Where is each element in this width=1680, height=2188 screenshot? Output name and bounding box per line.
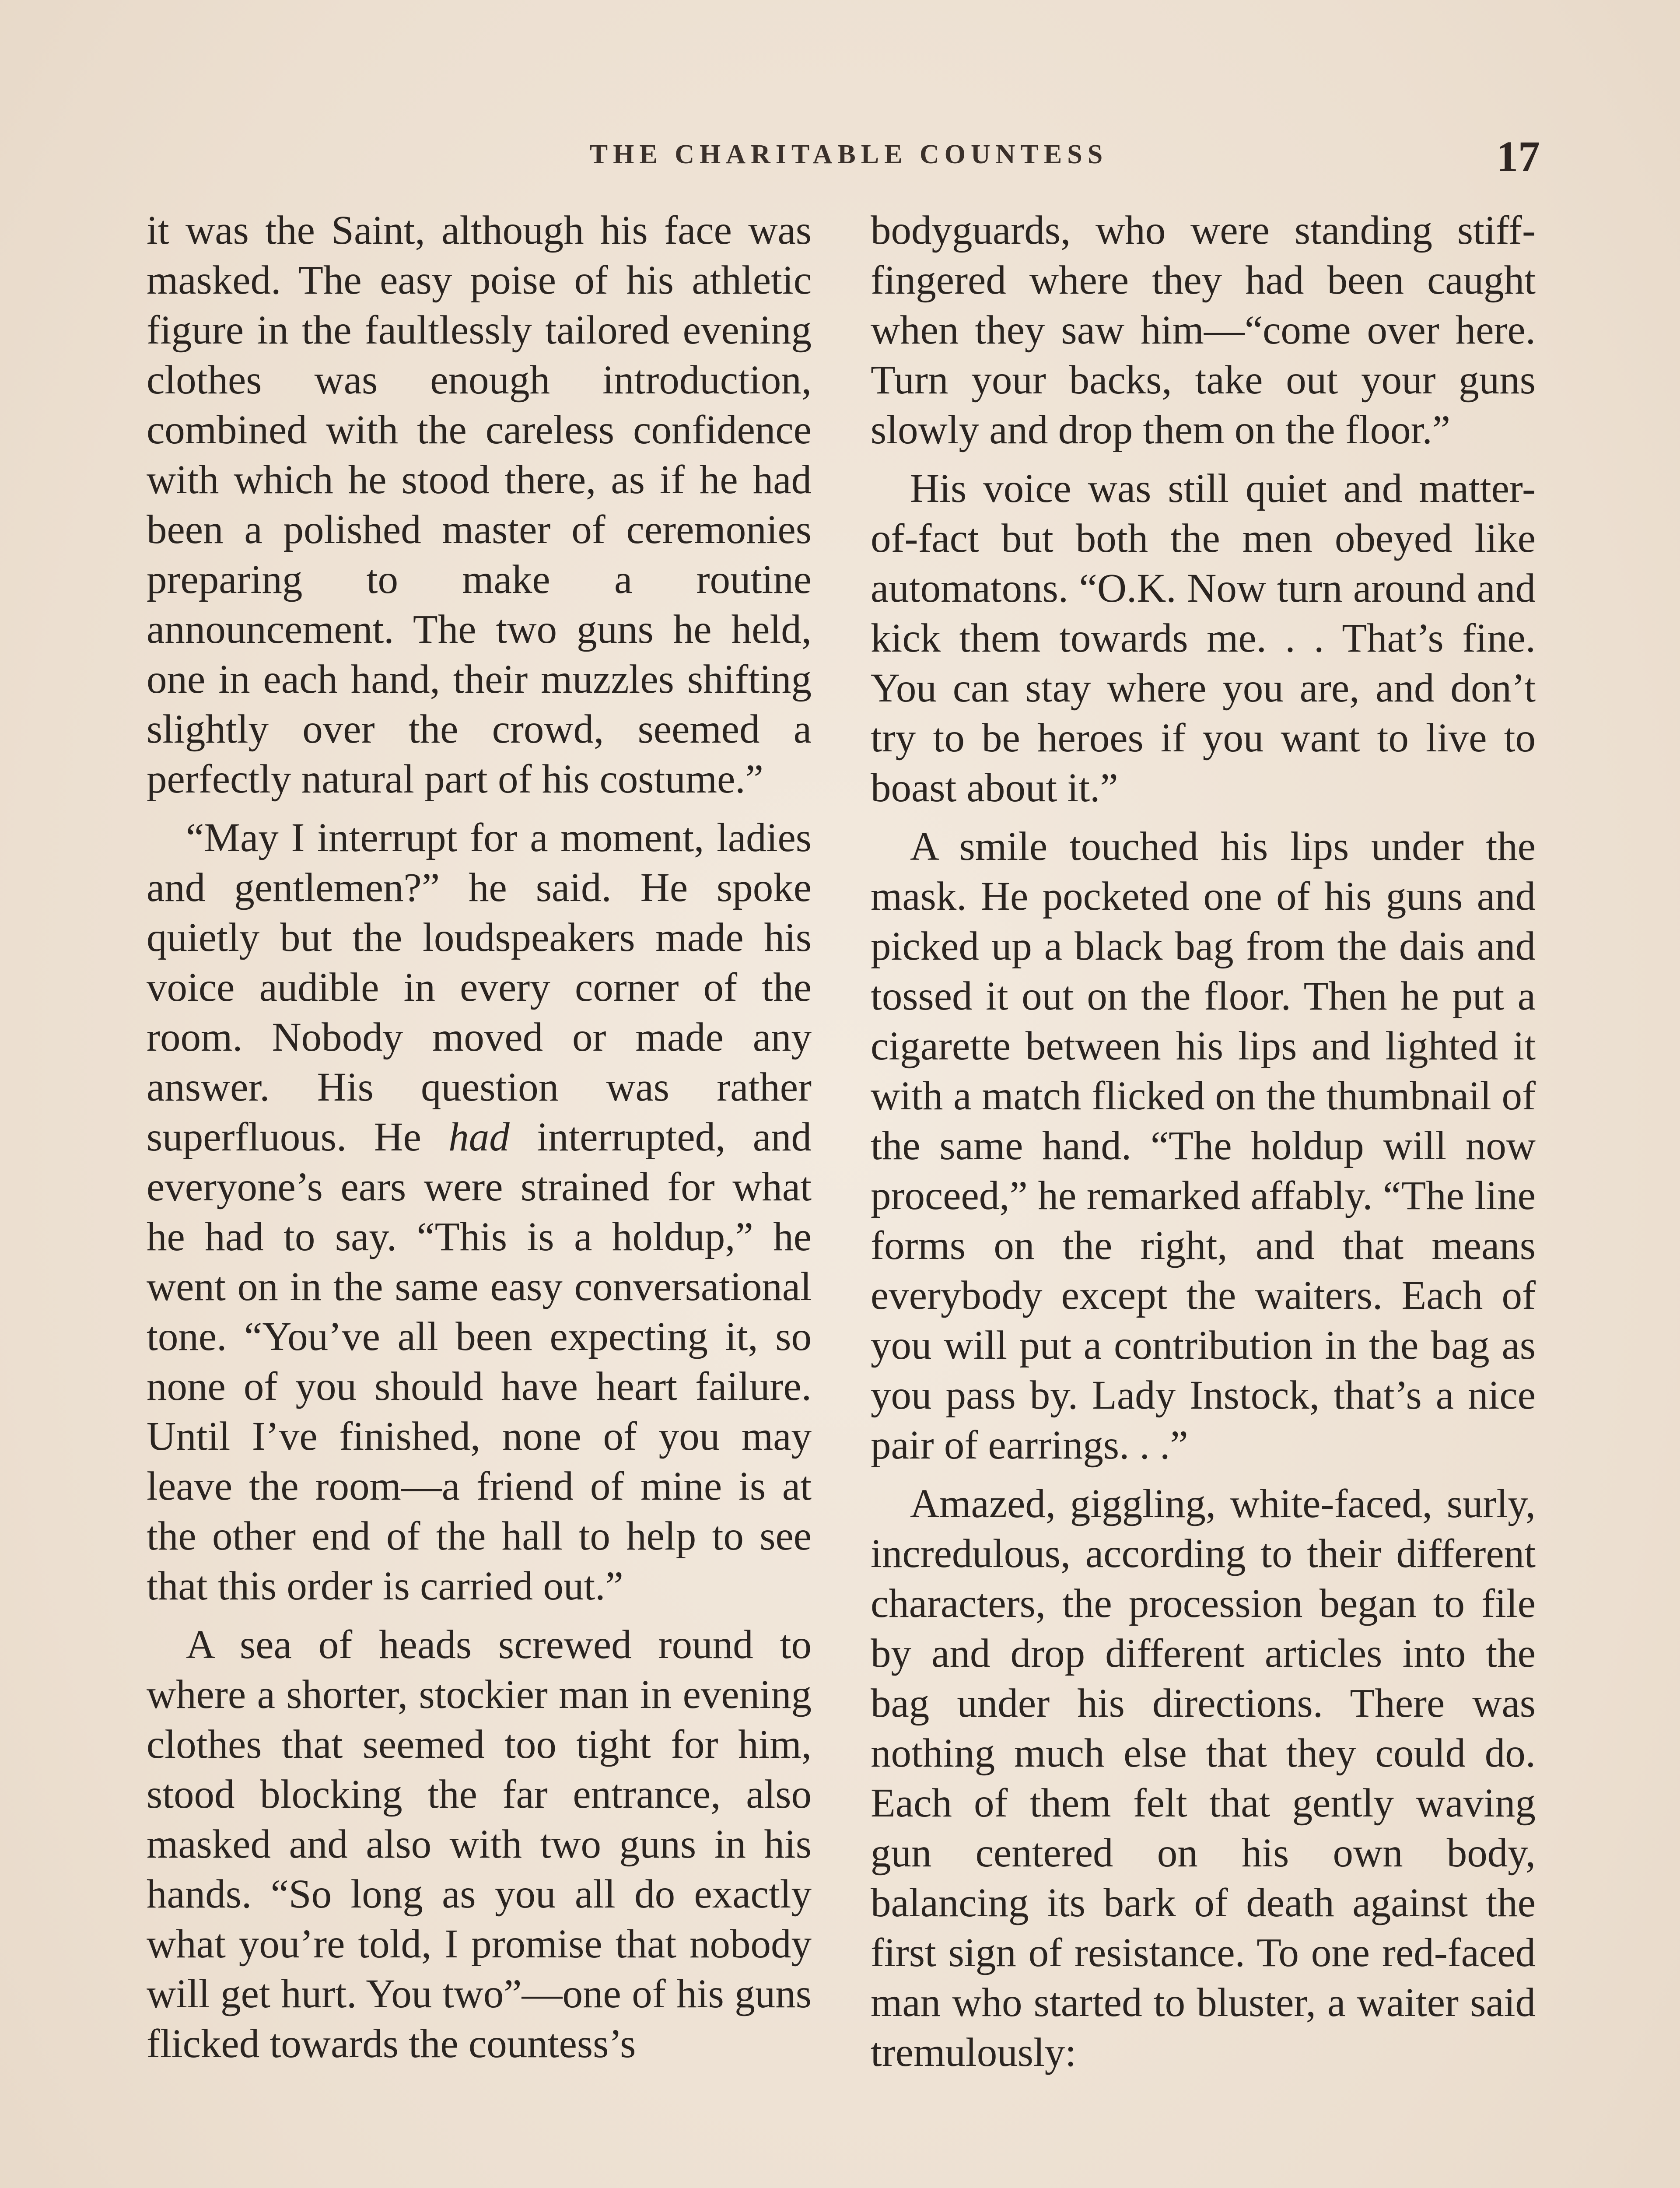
running-title: THE CHARITABLE COUNTESS <box>589 140 1108 169</box>
paragraph <box>147 813 812 1611</box>
left-column <box>147 206 812 2078</box>
right-column <box>871 206 1536 2086</box>
paragraph: A sea of heads screwed round to where a shorter, stockier man in evening clothes that seemed too tight for him, stood blocking the far entrance, also masked and also with two guns in his hands. “So long as you all do exactly what you’re told, I promise that nobody will get hurt. You two”—one of his guns flicked towards the countess’s <box>147 1622 812 2066</box>
paragraph-text: “May I interrupt for a moment, ladies and gentlemen?” he said. He spoke quietly but the loudspeakers made his voice audible in every corner of the room. Nobody moved or made any answer. His question was rather superfluous. He <box>147 815 812 1160</box>
paragraph: it was the Saint, although his face was masked. The easy poise of his athletic figure in the faultlessly tailored evening clothes was enough introduction, combined with the careless confidence with which he stood there, as if he had been a polished master of ceremonies preparing to make a routine announcement. The two guns he held, one in each hand, their muzzles shifting slightly over the crowd, seemed a perfectly natural part of his costume.” <box>147 208 812 802</box>
paragraph: Amazed, giggling, white-faced, surly, incredulous, according to their different characters, the procession began to file by and drop different articles into the bag under his directions. There was nothing much else that they could do. Each of them felt that gently waving gun centered on his own body, balancing its bark of death against the first sign of resistance. To one red-faced man who started to bluster, a waiter said tremulously: <box>871 1481 1536 2075</box>
page-number: 17 <box>1496 132 1540 181</box>
paragraph: A smile touched his lips under the mask. He pocketed one of his guns and picked up a black bag from the dais and tossed it out on the floor. Then he put a cigarette between his lips and lighted it with a match flicked on the thumbnail of the same hand. “The holdup will now proceed,” he remarked affably. “The line forms on the right, and that means everybody except the waiters. Each of you will put a contribution in the bag as you pass by. Lady Instock, that’s a nice pair of earrings. . .” <box>871 824 1536 1468</box>
paragraph-text: interrupted, and everyone’s ears were strained for what he had to say. “This is a holdup,” he went on in the same easy conversational tone. “You’ve all been expecting it, so none of you should have heart failure. Until I’ve finished, none of you may leave the room—a friend of mine is at the other end of the hall to help to see that this order is carried out.” <box>147 1115 812 1609</box>
paragraph: His voice was still quiet and matter-of-fact but both the men obeyed like automatons. “O.K. Now turn around and kick them towards me. . . That’s fine. You can stay where you are, and don’t try to be heroes if you want to live to boast about it.” <box>871 466 1536 810</box>
paragraph: bodyguards, who were standing stiff-fingered where they had been caught when they saw him—“come over here. Turn your backs, take out your guns slowly and drop them on the floor.” <box>871 208 1536 452</box>
italic-word: had <box>448 1115 510 1160</box>
